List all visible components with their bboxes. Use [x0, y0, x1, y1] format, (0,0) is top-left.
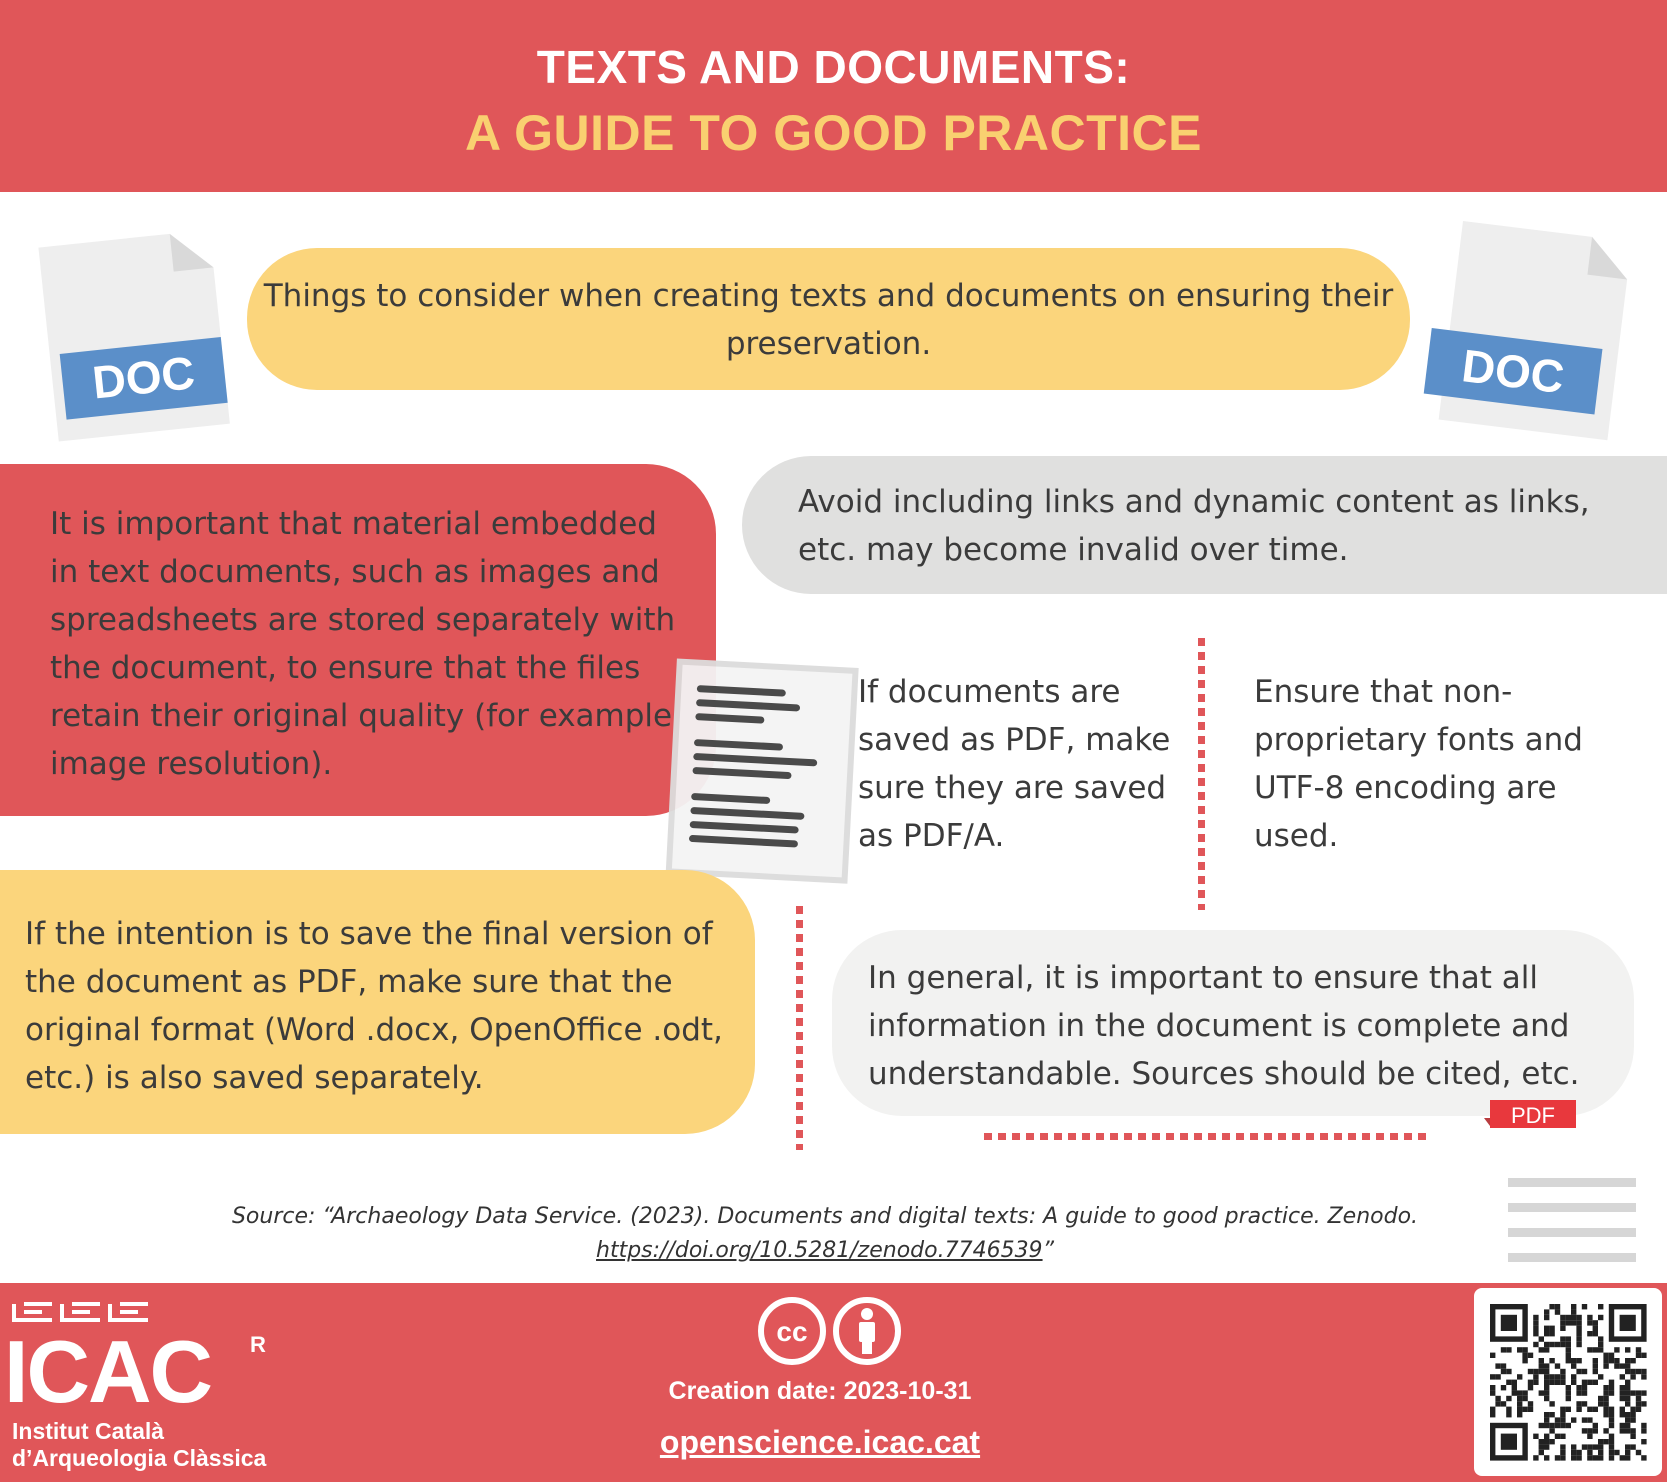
dotted-divider — [796, 906, 803, 1150]
tip-fonts-encoding: Ensure that non-proprietary fonts and UTF-8 encoding are used. — [1254, 674, 1583, 854]
text-lines-icon — [1508, 1178, 1636, 1278]
institution-line2: d’Arqueologia Clàssica — [12, 1445, 267, 1471]
tip-embedded-text: It is important that material embedded in text documents, such as images and spreadsheets are stored separately with the document, to ensure that the files retain their original quality (for example image resolution). — [50, 506, 676, 782]
qr-code[interactable] — [1474, 1288, 1662, 1476]
header-banner — [0, 0, 1667, 192]
dotted-divider — [984, 1133, 1428, 1140]
pdf-label: PDF — [1511, 1103, 1555, 1128]
tip-links-text: Avoid including links and dynamic content as links, etc. may become invalid over time. — [798, 484, 1590, 568]
cc-icon — [757, 1296, 827, 1366]
tip-general-text: In general, it is important to ensure that all information in the document is complete and understandable. Sources should be cited, etc. — [868, 960, 1580, 1092]
source-citation — [160, 1200, 1490, 1268]
icac-logo-mark: R — [250, 1332, 266, 1357]
doc-file-icon — [1420, 212, 1640, 452]
icac-logo-text: ICAC — [4, 1322, 212, 1421]
attribution-icon — [832, 1296, 902, 1366]
page-title: TEXTS AND DOCUMENTS: — [536, 41, 1131, 93]
tip-original-format-text: If the intention is to save the final version of the document as PDF, make sure that the original format (Word .docx, OpenOffice .odt, etc.) is also saved separately. — [25, 916, 723, 1096]
creation-date: Creation date: 2023-10-31 — [668, 1377, 972, 1405]
intro-bubble: Things to consider when creating texts and documents on ensuring their preservation. — [247, 248, 1410, 390]
doc-label: DOC — [1459, 339, 1567, 404]
page-subtitle: A GUIDE TO GOOD PRACTICE — [464, 105, 1203, 161]
source-link[interactable]: https://doi.org/10.5281/zenodo.7746539 — [596, 1238, 1043, 1263]
source-text: Source: “Archaeology Data Service. (2023). Documents and digital texts: A guide to good practice. Zenodo. — [231, 1204, 1419, 1229]
text-document-icon — [658, 656, 862, 892]
qr-code-icon — [1474, 1288, 1662, 1476]
website-link[interactable]: openscience.icac.cat — [659, 1424, 981, 1460]
tip-avoid-links — [742, 456, 1667, 594]
institution-name — [12, 1418, 266, 1472]
icac-logo-icon — [12, 1300, 152, 1324]
tip-pdfa: If documents are saved as PDF, make sure they are saved as PDF/A. — [858, 674, 1171, 854]
doc-label: DOC — [90, 346, 198, 409]
institution-line1: Institut Català — [12, 1418, 165, 1444]
cc-label: cc — [776, 1316, 808, 1347]
source-suffix: ” — [1042, 1238, 1054, 1263]
tip-embedded-material — [0, 464, 716, 816]
doc-file-icon — [30, 218, 240, 450]
dotted-divider — [1198, 638, 1205, 910]
icac-logo — [4, 1322, 266, 1421]
pdf-tag-icon — [1484, 1088, 1582, 1136]
tip-original-format — [0, 870, 755, 1134]
